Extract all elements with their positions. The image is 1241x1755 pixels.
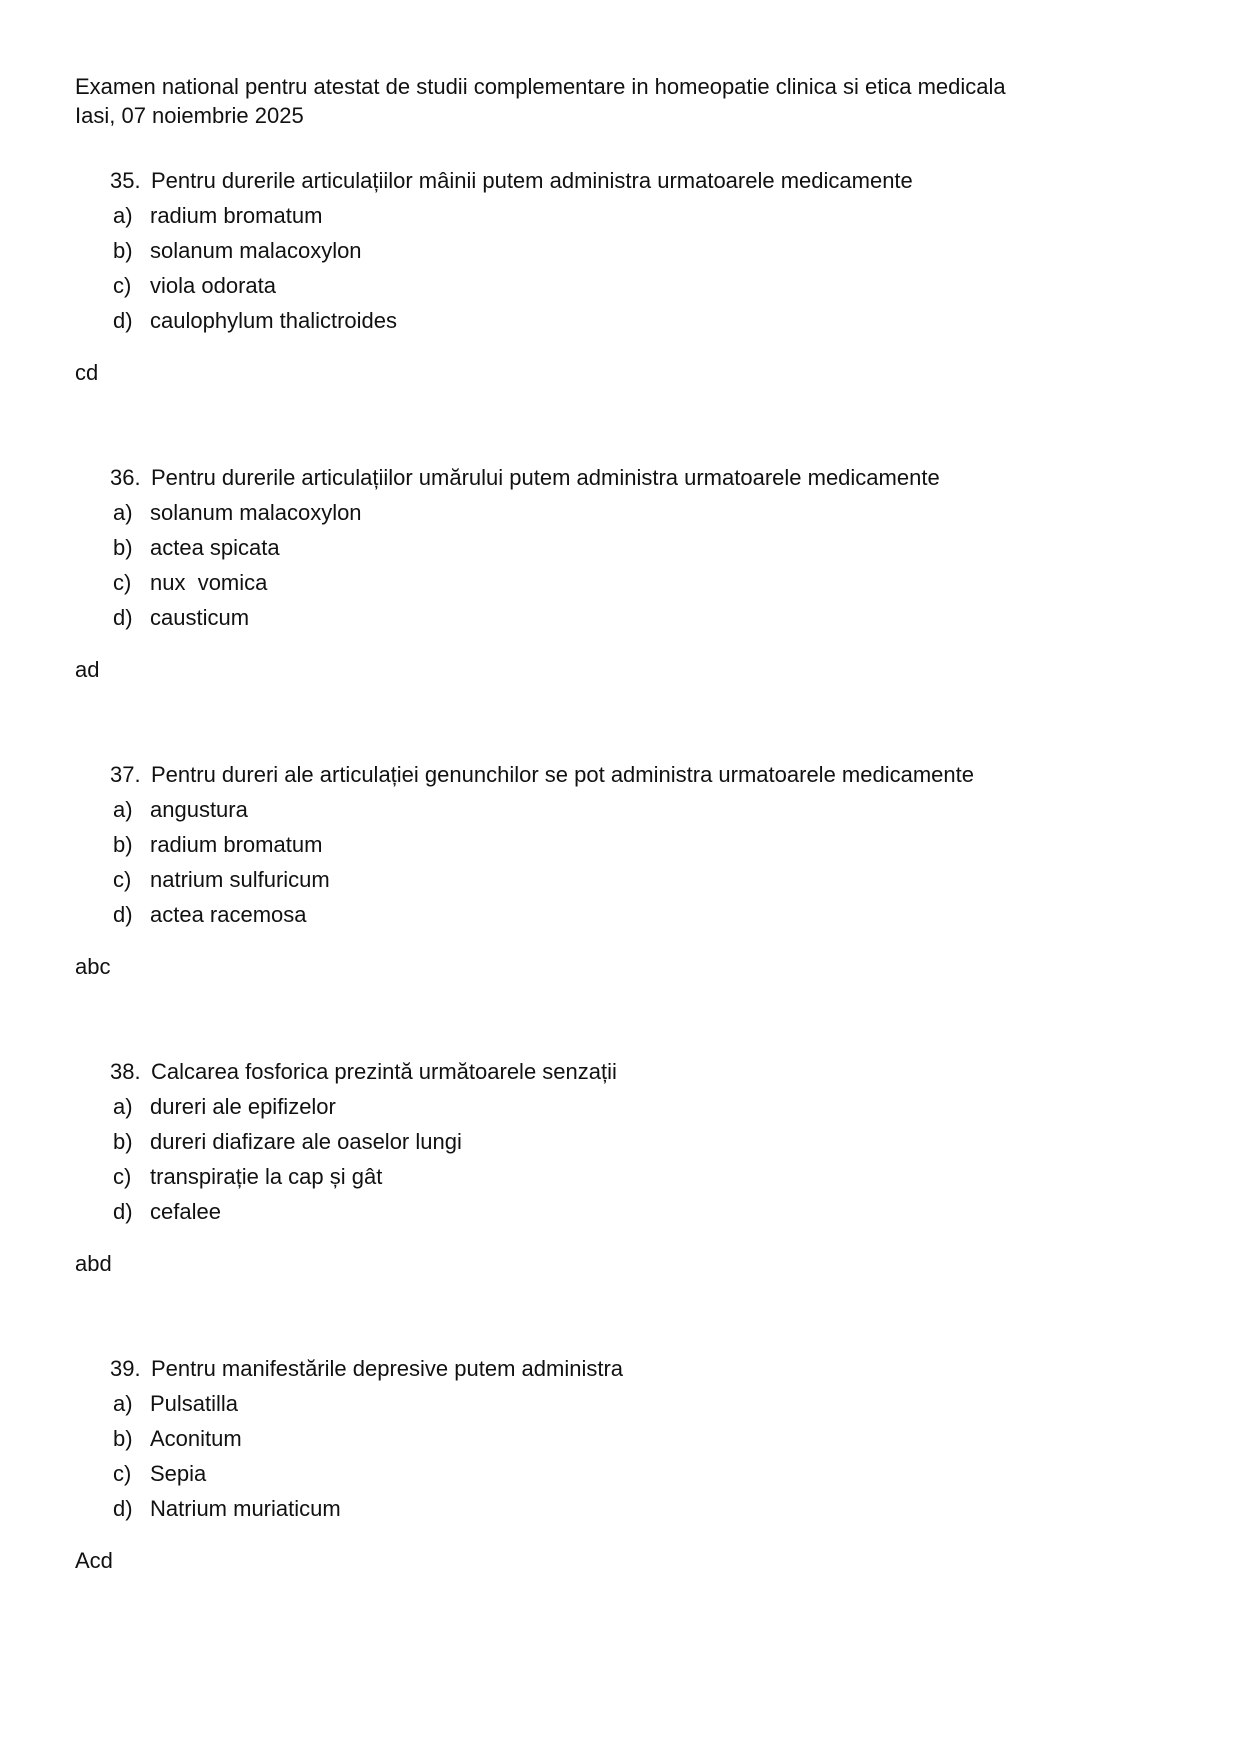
option-letter: b) (113, 1426, 133, 1451)
option-text: natrium sulfuricum (150, 867, 330, 892)
option-letter: d) (113, 1496, 133, 1521)
option-text: radium bromatum (150, 203, 323, 228)
option-text: Aconitum (150, 1426, 242, 1451)
answer-option (113, 862, 1166, 897)
answer-option (113, 565, 1166, 600)
answer-key: cd (75, 360, 99, 385)
question-block-35 (75, 163, 1166, 390)
option-letter: b) (113, 535, 133, 560)
answer-option (113, 1421, 1166, 1456)
question-number: 37. (110, 762, 141, 787)
option-text: actea spicata (150, 535, 280, 560)
option-letter: b) (113, 832, 133, 857)
option-letter: a) (113, 1391, 133, 1416)
option-text: angustura (150, 797, 248, 822)
option-text: nux vomica (150, 570, 268, 595)
answer-option (113, 897, 1166, 932)
question-text: Calcarea fosforica prezintă următoarele senzații (151, 1059, 617, 1084)
option-letter: d) (113, 902, 133, 927)
answer-option (113, 1456, 1166, 1491)
option-letter: c) (113, 570, 132, 595)
answer-key: Acd (75, 1548, 113, 1573)
option-text: dureri ale epifizelor (150, 1094, 336, 1119)
question-title (110, 1054, 1166, 1089)
answer-option (113, 1089, 1166, 1124)
option-letter: c) (113, 1164, 132, 1189)
option-letter: a) (113, 797, 133, 822)
question-number: 36. (110, 465, 141, 490)
answer-option (113, 1194, 1166, 1229)
question-text: Pentru dureri ale articulației genunchilor se pot administra urmatoarele medicamente (151, 762, 974, 787)
option-text: viola odorata (150, 273, 276, 298)
option-letter: d) (113, 1199, 133, 1224)
option-letter: c) (113, 273, 132, 298)
option-text: caulophylum thalictroides (150, 308, 398, 333)
answer-option (113, 495, 1166, 530)
question-block-36 (75, 460, 1166, 687)
option-text: transpirație la cap și gât (150, 1164, 383, 1189)
question-number: 38. (110, 1059, 141, 1084)
answer-option (113, 268, 1166, 303)
option-text: radium bromatum (150, 832, 323, 857)
question-number: 35. (110, 168, 141, 193)
answer-key: abc (75, 954, 111, 979)
question-number: 39. (110, 1356, 141, 1381)
option-letter: c) (113, 867, 132, 892)
option-text: Sepia (150, 1461, 207, 1486)
question-title (110, 1351, 1166, 1386)
question-text: Pentru durerile articulațiilor umărului putem administra urmatoarele medicamente (151, 465, 940, 490)
answer-option (113, 792, 1166, 827)
question-title (110, 757, 1166, 792)
exam-title: Examen national pentru atestat de studii complementare in homeopatie clinica si etica medicala (75, 74, 1006, 99)
option-letter: b) (113, 238, 133, 263)
question-title (110, 163, 1166, 198)
option-text: Natrium muriaticum (150, 1496, 341, 1521)
answer-option (113, 303, 1166, 338)
answer-option (113, 600, 1166, 635)
questions-list (75, 163, 1166, 1578)
option-letter: d) (113, 308, 133, 333)
option-text: cefalee (150, 1199, 221, 1224)
option-text: dureri diafizare ale oaselor lungi (150, 1129, 462, 1154)
option-text: actea racemosa (150, 902, 307, 927)
option-text: causticum (150, 605, 250, 630)
option-letter: c) (113, 1461, 132, 1486)
option-letter: a) (113, 203, 133, 228)
document-header (75, 72, 1166, 130)
answer-option (113, 1386, 1166, 1421)
answer-option (113, 530, 1166, 565)
answer-option (113, 1159, 1166, 1194)
question-block-38 (75, 1054, 1166, 1281)
answer-option (113, 827, 1166, 862)
question-text: Pentru durerile articulațiilor mâinii putem administra urmatoarele medicamente (151, 168, 913, 193)
question-title (110, 460, 1166, 495)
answer-key: ad (75, 657, 100, 682)
option-text: solanum malacoxylon (150, 500, 362, 525)
answer-option (113, 1491, 1166, 1526)
answer-option (113, 198, 1166, 233)
option-letter: b) (113, 1129, 133, 1154)
question-block-37 (75, 757, 1166, 984)
option-text: Pulsatilla (150, 1391, 239, 1416)
exam-location-date: Iasi, 07 noiembrie 2025 (75, 103, 304, 128)
answer-option (113, 1124, 1166, 1159)
question-text: Pentru manifestările depresive putem administra (151, 1356, 624, 1381)
option-text: solanum malacoxylon (150, 238, 362, 263)
answer-key: abd (75, 1251, 112, 1276)
answer-option (113, 233, 1166, 268)
question-block-39 (75, 1351, 1166, 1578)
option-letter: a) (113, 1094, 133, 1119)
option-letter: a) (113, 500, 133, 525)
option-letter: d) (113, 605, 133, 630)
